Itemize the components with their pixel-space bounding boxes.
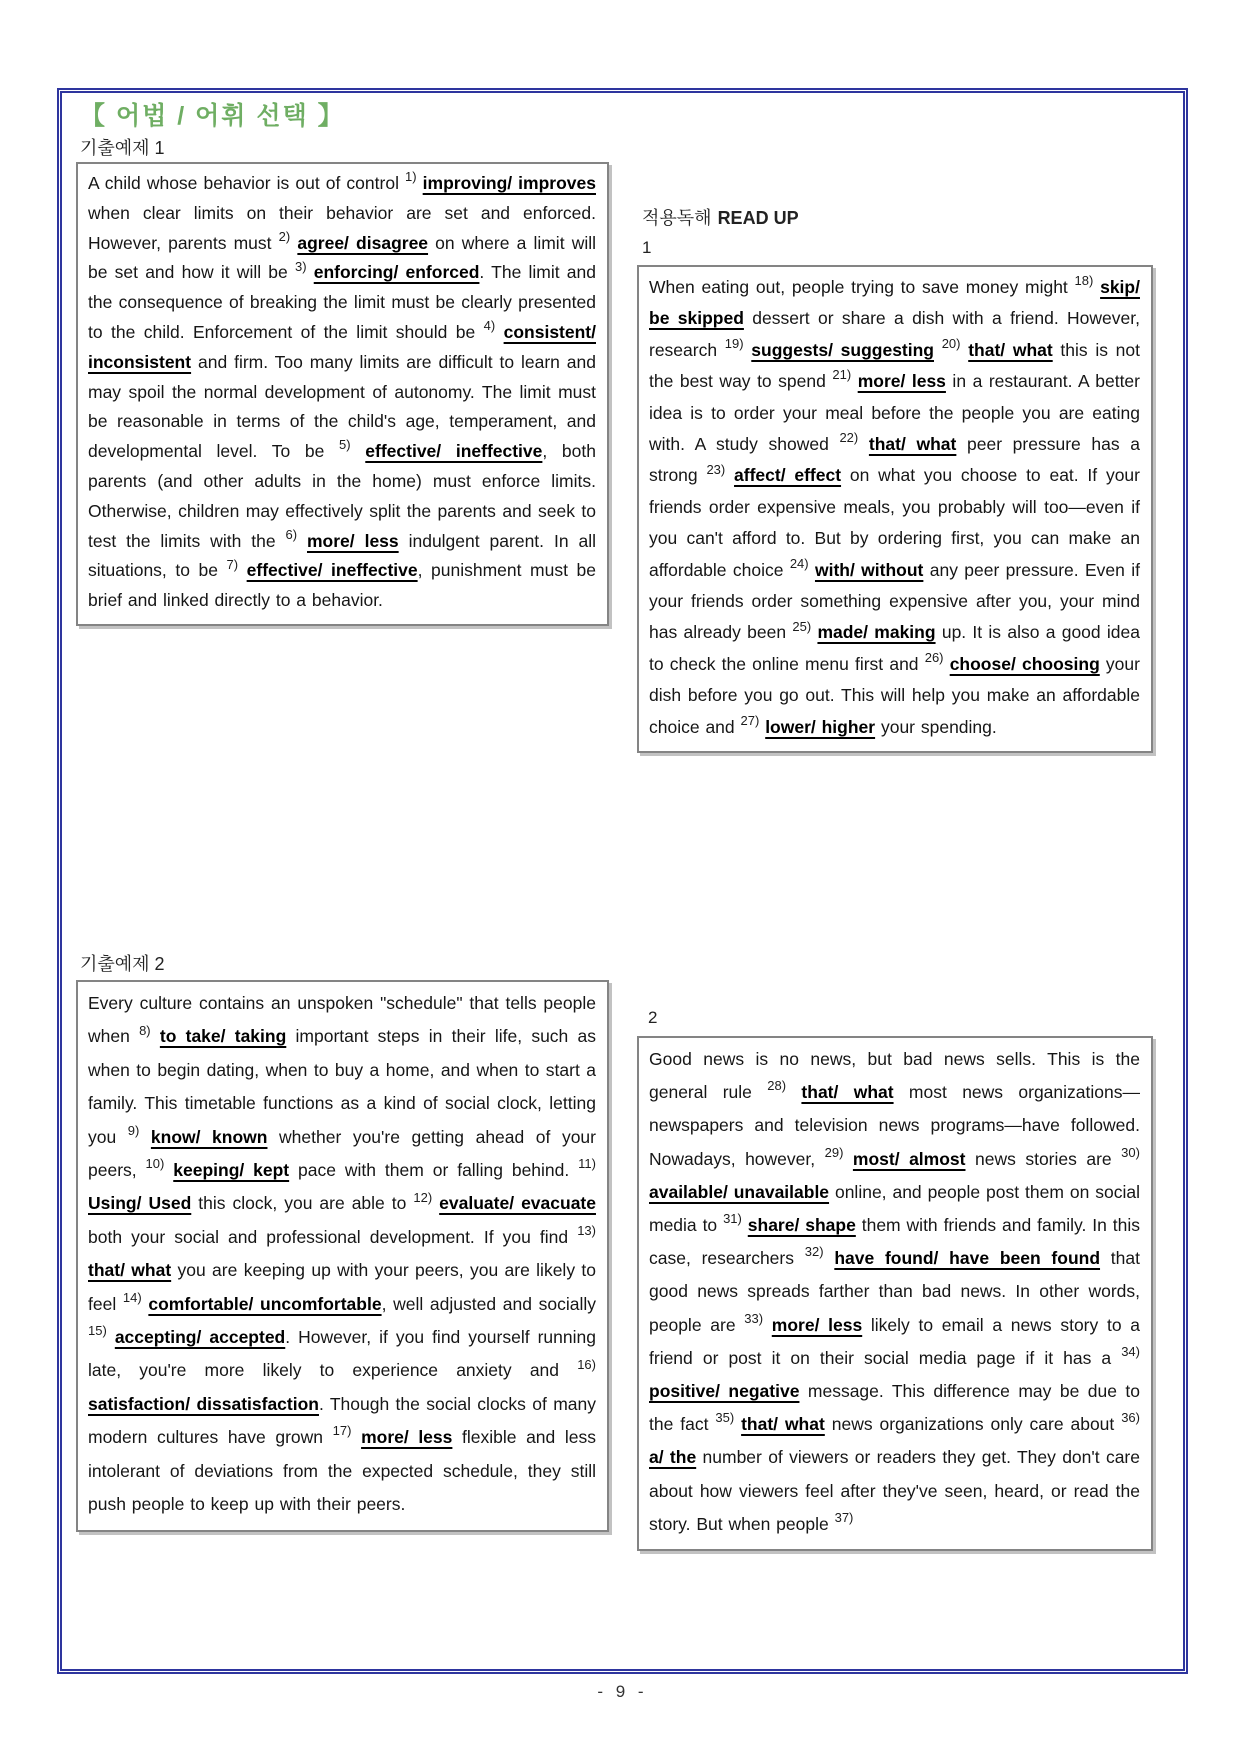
passage2-box: Good news is no news, but bad news sells. This is the general rule $^{28)}$ that/ what most news organizations—newspapers and television news programs—have followed. Nowadays, however, $^{29)}$ most/ almost news stories are $^{30)}$ available/ unavailable online, and people post them on social media to $^{31)}$ share/ shape them with friends and family. In this case, researchers $^{32)}$ have found/ have been found that good news spreads farther than bad news. In other words, people are $^{33)}$ more/ less likely to email a news story to a friend or post it on their social media page if it has a $^{34)}$ positive/ negative message. This difference may be due to the fact $^{35)}$ that/ what news organizations only care about $^{36)}$ a/ the number of viewers or readers they get. They don't care about how viewers feel after they've seen, heard, or read the story. But when people $^{37)}$: [637, 1036, 1153, 1551]
readup-section-label: [642, 204, 799, 230]
example2-passage-box: Every culture contains an unspoken "schedule" that tells people when $^{8)}$ to take/ taking important steps in their life, such as when to begin dating, when to buy a home, and when to start a family. This timetable functions as a kind of social clock, letting you $^{9)}$ know/ known whether you're getting ahead of your peers, $^{10)}$ keeping/ kept pace with them or falling behind. $^{11)}$ Using/ Used this clock, you are able to $^{12)}$ evaluate/ evacuate both your social and professional development. If you find $^{13)}$ that/ what you are keeping up with your peers, you are likely to feel $^{14)}$ comfortable/ uncomfortable, well adjusted and socially $^{15)}$ accepting/ accepted. However, if you find yourself running late, you're more likely to experience anxiety and $^{16)}$ satisfaction/ dissatisfaction. Though the social clocks of many modern cultures have grown $^{17)}$ more/ less flexible and less intolerant of deviations from the expected schedule, they still push people to keep up with their peers.: [76, 980, 609, 1532]
page-number: - 9 -: [597, 1682, 648, 1701]
passage2-number: 2: [648, 1008, 658, 1027]
readup-label-korean: 적용독해: [642, 208, 712, 228]
example2-label: 기출예제 2: [80, 954, 165, 974]
passage1-number: 1: [642, 238, 652, 257]
page-title: 【 어법 / 어휘 선택 】: [80, 102, 345, 130]
passage1-box: When eating out, people trying to save money might $^{18)}$ skip/ be skipped dessert or share a dish with a friend. However, research $^{19)}$ suggests/ suggesting $^{20)}$ that/ what this is not the best way to spend $^{21)}$ more/ less in a restaurant. A better idea is to order your meal before the people you are eating with. A study showed $^{22)}$ that/ what peer pressure has a strong $^{23)}$ affect/ effect on what you choose to eat. If your friends order expensive meals, you probably will too—even if you can't afford to. But by ordering first, you can make an affordable choice $^{24)}$ with/ without any peer pressure. Even if your friends order something expensive after you, your mind has already been $^{25)}$ made/ making up. It is also a good idea to check the online menu first and $^{26)}$ choose/ choosing your dish before you go out. This will help you make an affordable choice and $^{27)}$ lower/ higher your spending.: [637, 265, 1153, 753]
readup-label-english: READ UP: [717, 208, 799, 228]
example1-passage-box: A child whose behavior is out of control $^{1)}$ improving/ improves when clear limits on their behavior are set and enforced. However, parents must $^{2)}$ agree/ disagree on where a limit will be set and how it will be $^{3)}$ enforcing/ enforced. The limit and the consequence of breaking the limit must be clearly presented to the child. Enforcement of the limit should be $^{4)}$ consistent/ inconsistent and firm. Too many limits are difficult to learn and may spoil the normal development of autonomy. The limit must be reasonable in terms of the child's age, temperament, and developmental level. To be $^{5)}$ effective/ ineffective, both parents (and other adults in the home) must enforce limits. Otherwise, children may effectively split the parents and seek to test the limits with the $^{6)}$ more/ less indulgent parent. In all situations, to be $^{7)}$ effective/ ineffective, punishment must be brief and linked directly to a behavior.: [76, 162, 609, 626]
example1-label: 기출예제 1: [80, 138, 165, 158]
